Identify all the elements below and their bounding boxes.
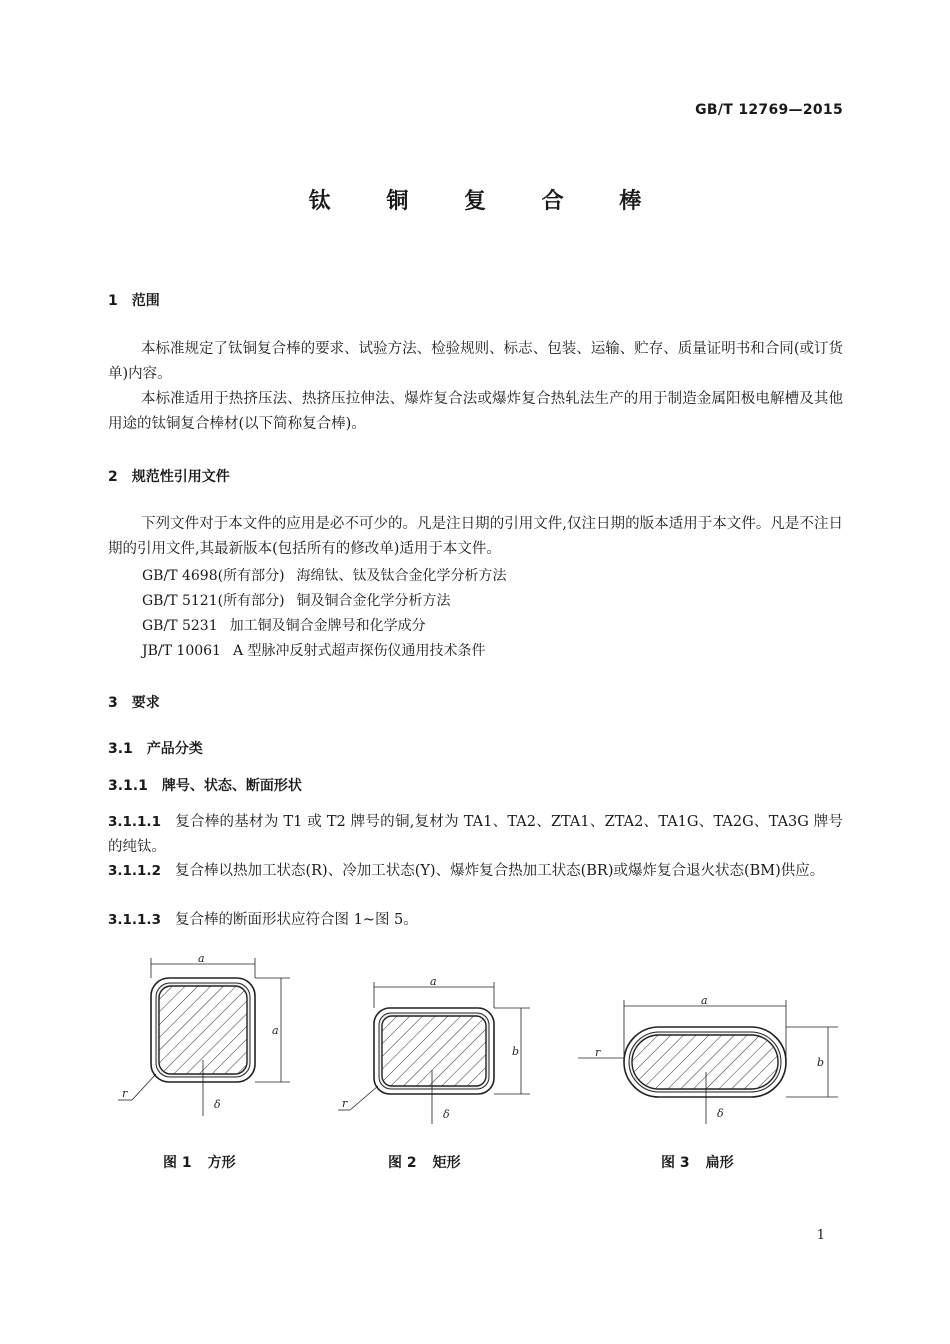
clause-number: 3.1.1.3	[108, 912, 161, 928]
section-number: 3.1.1	[108, 778, 148, 794]
fig1-thickness-label: δ	[214, 1098, 221, 1111]
references-intro: 下列文件对于本文件的应用是必不可少的。凡是注日期的引用文件,仅注日期的版本适用于本文件。凡是不注日期的引用文件,其最新版本(包括所有的修改单)适用于本文件。	[108, 516, 843, 557]
fig2-thickness-label: δ	[443, 1108, 450, 1121]
reference-item	[142, 615, 426, 635]
reference-item	[142, 565, 507, 585]
cross-section-figures	[100, 950, 860, 1140]
figure-1-square-drawing	[118, 952, 290, 1116]
reference-code: GB/T 4698(所有部分)	[142, 568, 285, 584]
figure-3-caption	[661, 1152, 734, 1172]
fig3-height-label: b	[817, 1056, 825, 1069]
figure-2-caption	[388, 1152, 461, 1172]
figure-number: 图 2	[388, 1155, 417, 1171]
standard-code: GB/T 12769—2015	[695, 102, 843, 118]
clause-3-1-1-2	[108, 859, 843, 884]
fig2-radius-label: r	[342, 1097, 348, 1110]
fig1-height-label: a	[272, 1024, 279, 1037]
clause-text: 复合棒以热加工状态(R)、冷加工状态(Y)、爆炸复合热加工状态(BR)或爆炸复合退火状态(BM)供应。	[174, 863, 825, 879]
clause-text: 复合棒的断面形状应符合图 1~图 5。	[174, 912, 418, 928]
clause-text: 复合棒的基材为 T1 或 T2 牌号的铜,复材为 TA1、TA2、ZTA1、ZTA2、TA1G、TA2G、TA3G 牌号的纯钛。	[108, 814, 843, 855]
reference-title: 加工铜及铜合金牌号和化学成分	[229, 618, 426, 634]
section-number: 3	[108, 695, 118, 711]
reference-code: GB/T 5231	[142, 618, 218, 634]
figure-caption-text: 方形	[207, 1155, 236, 1171]
clause-number: 3.1.1.1	[108, 814, 161, 830]
reference-code: JB/T 10061	[142, 643, 221, 659]
clause-3-1-1-1	[108, 810, 843, 860]
reference-title: 铜及铜合金化学分析方法	[296, 593, 451, 609]
page-number: 1	[816, 1228, 825, 1243]
section-1-heading	[108, 290, 160, 310]
figure-2-rectangle-drawing	[338, 975, 530, 1124]
fig2-width-label: a	[430, 975, 437, 988]
section-number: 2	[108, 469, 118, 485]
reference-code: GB/T 5121(所有部分)	[142, 593, 285, 609]
reference-item	[142, 640, 486, 660]
fig1-radius-label: r	[122, 1087, 128, 1100]
figure-1-caption	[163, 1152, 236, 1172]
fig2-height-label: b	[512, 1045, 520, 1058]
scope-paragraph-2: 本标准适用于热挤压法、热挤压拉伸法、爆炸复合法或爆炸复合热轧法生产的用于制造金属阳极电解槽及其他用途的钛铜复合棒材(以下简称复合棒)。	[108, 391, 843, 432]
section-title: 牌号、状态、断面形状	[161, 778, 302, 794]
reference-item	[142, 590, 451, 610]
section-number: 1	[108, 293, 118, 309]
document-title: 钛 铜 复 合 棒	[308, 189, 666, 214]
clause-3-1-1-3	[108, 908, 843, 933]
reference-title: A 型脉冲反射式超声探伤仪通用技术条件	[232, 643, 486, 659]
section-2-heading	[108, 466, 230, 486]
figure-number: 图 1	[163, 1155, 192, 1171]
figure-caption-text: 矩形	[432, 1155, 461, 1171]
fig3-radius-label: r	[595, 1046, 601, 1059]
section-title: 要求	[131, 695, 160, 711]
section-title: 产品分类	[146, 741, 203, 757]
clause-number: 3.1.1.2	[108, 863, 161, 879]
fig3-thickness-label: δ	[717, 1107, 724, 1120]
figure-caption-text: 扁形	[705, 1155, 734, 1171]
reference-title: 海绵钛、钛及钛合金化学分析方法	[296, 568, 507, 584]
scope-paragraph-1: 本标准规定了钛铜复合棒的要求、试验方法、检验规则、标志、包装、运输、贮存、质量证明书和合同(或订货单)内容。	[108, 341, 843, 382]
section-3-1-heading	[108, 738, 203, 758]
figure-3-flat-drawing	[578, 994, 838, 1124]
section-3-heading	[108, 692, 160, 712]
fig3-width-label: a	[701, 994, 708, 1007]
section-number: 3.1	[108, 741, 133, 757]
figure-number: 图 3	[661, 1155, 690, 1171]
section-3-1-1-heading	[108, 775, 302, 795]
section-title: 规范性引用文件	[131, 469, 230, 485]
fig1-width-label: a	[198, 952, 205, 965]
section-title: 范围	[131, 293, 160, 309]
